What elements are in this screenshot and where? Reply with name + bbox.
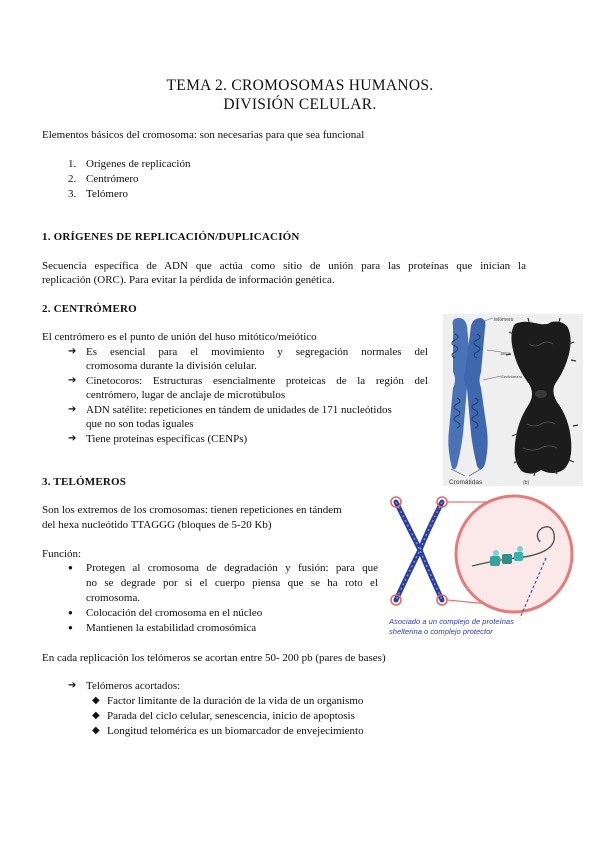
function-label: Función: <box>42 548 82 560</box>
shortened-label: Telómeros acortados: <box>86 680 181 692</box>
centromere-intro: El centrómero es el punto de unión del huso mitótico/meiótico <box>42 331 317 343</box>
shortened-item: Factor limitante de la duración de la vida de un organismo <box>107 695 364 707</box>
centromere-bullet-cont: que no son todas iguales <box>86 418 194 430</box>
arrow-icon: ➔ <box>68 680 77 691</box>
page-subtitle: DIVISIÓN CELULAR. <box>223 96 377 113</box>
function-item: Protegen al cromosoma de degradación y fusión: para que <box>86 562 378 574</box>
list-item: Centrómero <box>86 173 139 185</box>
list-item-number: 3. <box>68 188 77 200</box>
centromere-bullet: Tiene proteínas específicas (CENPs) <box>86 433 248 445</box>
chromosome-figure <box>443 314 583 486</box>
shelterin-protein <box>502 554 512 564</box>
shelterin-protein <box>514 552 523 561</box>
arrow-icon: ➔ <box>68 404 77 415</box>
diamond-icon: ◆ <box>92 725 100 736</box>
figure-caption: shelterina o complejo protector <box>389 627 493 636</box>
telomere-intro: Son los extremos de los cromosomas: tienen repeticiones en tándem <box>42 504 342 516</box>
function-item: Colocación del cromosoma en el núcleo <box>86 607 263 619</box>
bullet-icon: ● <box>68 608 73 617</box>
label-b: (b) <box>523 480 530 486</box>
list-item: Orígenes de replicación <box>86 158 191 170</box>
list-item-number: 1. <box>68 158 77 170</box>
function-item-cont: no se degrade por si el cuerpo piensa que se ha roto el <box>86 577 378 589</box>
function-item: Mantienen la estabilidad cromosómica <box>86 622 257 634</box>
page-title: TEMA 2. CROMOSOMAS HUMANOS. <box>166 77 434 94</box>
label-centromero: Centrómero <box>501 374 523 379</box>
shortened-item: Longitud telomérica es un biomarcador de envejecimiento <box>107 725 364 737</box>
telomere-intro-cont: del hexa nucleótido TTAGGG (bloques de 5-20 Kb) <box>42 519 272 531</box>
arrow-icon: ➔ <box>68 346 77 357</box>
diamond-icon: ◆ <box>92 710 100 721</box>
bullet-icon: ● <box>68 563 73 572</box>
bullet-icon: ● <box>68 623 73 632</box>
list-item: Telómero <box>86 188 128 200</box>
centromere-bullet: ADN satélite: repeticiones en tándem de unidades de 171 nucleótidos <box>86 404 392 416</box>
intro-text: Elementos básicos del cromosoma: son necesarias para que sea funcional <box>42 129 365 141</box>
centromere-bullet-cont: centrómero, lugar de anclaje de microtúbulos <box>86 389 286 401</box>
section1-paragraph-line: Secuencia específica de ADN que actúa como sitio de unión para las proteínas que inician la <box>42 260 526 272</box>
section-heading-origins: 1. ORÍGENES DE REPLICACIÓN/DUPLICACIÓN <box>42 231 300 243</box>
telomere-chromosome <box>391 497 447 605</box>
centromere-bullet: Es esencial para el movimiento y segregación normales del <box>86 346 428 358</box>
list-item-number: 2. <box>68 173 77 185</box>
section-heading-telomeres: 3. TELÓMEROS <box>42 476 127 488</box>
shelterin-protein <box>490 556 500 566</box>
replication-text: En cada replicación los telómeros se acortan entre 50- 200 pb (pares de bases) <box>42 652 386 664</box>
arrow-icon: ➔ <box>68 375 77 386</box>
section-heading-centromere: 2. CENTRÓMERO <box>42 303 137 315</box>
centromere-bullet: Cinetocoros: Estructuras esencialmente proteicas de la región del <box>86 375 428 387</box>
diamond-icon: ◆ <box>92 695 100 706</box>
label-telomero: telómero <box>494 317 514 323</box>
arrow-icon: ➔ <box>68 433 77 444</box>
telomere-figure <box>386 494 576 642</box>
label-dna: DNA <box>501 351 511 356</box>
figure-caption: Asociado a un complejo de proteínas <box>389 617 514 626</box>
function-item-cont: cromosoma. <box>86 592 141 604</box>
label-cromatidas: Cromátidas <box>449 479 483 486</box>
section1-paragraph-line: replicación (ORC). Para evitar la pérdida de información genética. <box>42 274 335 286</box>
shortened-item: Parada del ciclo celular, senescencia, inicio de apoptosis <box>107 710 355 722</box>
centromere-bullet-cont: cromosoma durante la división celular. <box>86 360 257 372</box>
